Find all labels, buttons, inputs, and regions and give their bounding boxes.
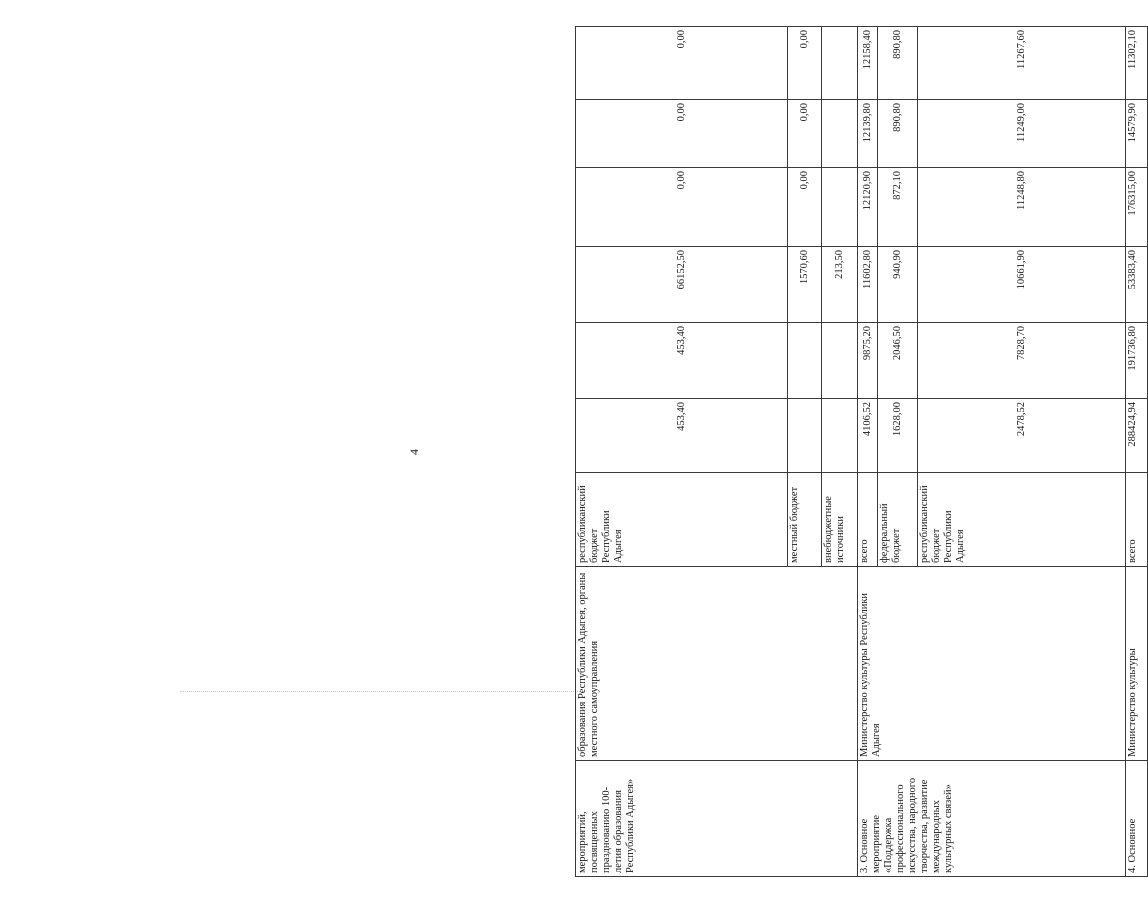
value-cell: 14579,90 [1126, 100, 1148, 168]
value-cell: 288424,94 [1126, 399, 1148, 473]
value-cell: 0,00 [576, 100, 788, 168]
value-cell [822, 323, 858, 399]
activity-cell: 4. Основное [1126, 761, 1148, 877]
value-cell [822, 100, 858, 168]
value-cell: 0,00 [576, 27, 788, 100]
value-cell: 0,00 [788, 100, 822, 168]
value-cell: 53383,40 [1126, 247, 1148, 323]
value-cell: 2046,50 [878, 323, 918, 399]
source-cell: внебюджетные источники [822, 473, 858, 567]
value-cell: 10661,90 [918, 247, 1126, 323]
value-cell: 12139,80 [858, 100, 878, 168]
value-cell: 872,10 [878, 168, 918, 247]
value-cell: 12158,40 [858, 27, 878, 100]
value-cell: 1570,60 [788, 247, 822, 323]
activity-cell: мероприятий, посвященных празднованию 100-летия образования Республики Адыгея» [576, 761, 858, 877]
value-cell [822, 399, 858, 473]
value-cell: 11248,80 [918, 168, 1126, 247]
executor-cell: Министерство культуры [1126, 567, 1148, 761]
value-cell: 0,00 [576, 168, 788, 247]
scan-artifact-dotted-line [180, 691, 580, 692]
page-number: 4 [407, 449, 421, 455]
value-cell: 940,90 [878, 247, 918, 323]
executor-cell: Министерство культуры Республики Адыгея [858, 567, 1126, 761]
budget-table [575, 26, 1148, 877]
value-cell [822, 168, 858, 247]
value-cell: 176315,00 [1126, 168, 1148, 247]
value-cell: 453,40 [576, 323, 788, 399]
value-cell: 11267,60 [918, 27, 1126, 100]
value-cell: 453,40 [576, 399, 788, 473]
value-cell: 4106,52 [858, 399, 878, 473]
value-cell [788, 323, 822, 399]
table-row [576, 27, 788, 877]
value-cell: 191736,80 [1126, 323, 1148, 399]
source-cell: федеральный бюджет [878, 473, 918, 567]
source-cell: местный бюджет [788, 473, 822, 567]
value-cell: 7828,70 [918, 323, 1126, 399]
value-cell: 213,50 [822, 247, 858, 323]
value-cell: 11602,80 [858, 247, 878, 323]
value-cell: 11302,10 [1126, 27, 1148, 100]
table-row [1126, 27, 1148, 877]
value-cell: 890,80 [878, 100, 918, 168]
value-cell: 66152,50 [576, 247, 788, 323]
executor-cell: образования Республики Адыгея, органы местного самоуправления [576, 567, 858, 761]
value-cell: 1628,00 [878, 399, 918, 473]
source-cell: всего [858, 473, 878, 567]
value-cell [822, 27, 858, 100]
value-cell: 9875,20 [858, 323, 878, 399]
source-cell: всего [1126, 473, 1148, 567]
table-row [858, 27, 878, 877]
value-cell: 0,00 [788, 27, 822, 100]
activity-cell: 3. Основное мероприятие «Поддержка профессионального искусства, народного творчества, развитие международных культурных связей» [858, 761, 1126, 877]
source-cell: республиканский бюджет Республики Адыгея [576, 473, 788, 567]
value-cell: 11249,00 [918, 100, 1126, 168]
source-cell: республиканский бюджет Республики Адыгея [918, 473, 1126, 567]
value-cell: 0,00 [788, 168, 822, 247]
value-cell [788, 399, 822, 473]
value-cell: 12120,90 [858, 168, 878, 247]
value-cell: 2478,52 [918, 399, 1126, 473]
value-cell: 890,80 [878, 27, 918, 100]
